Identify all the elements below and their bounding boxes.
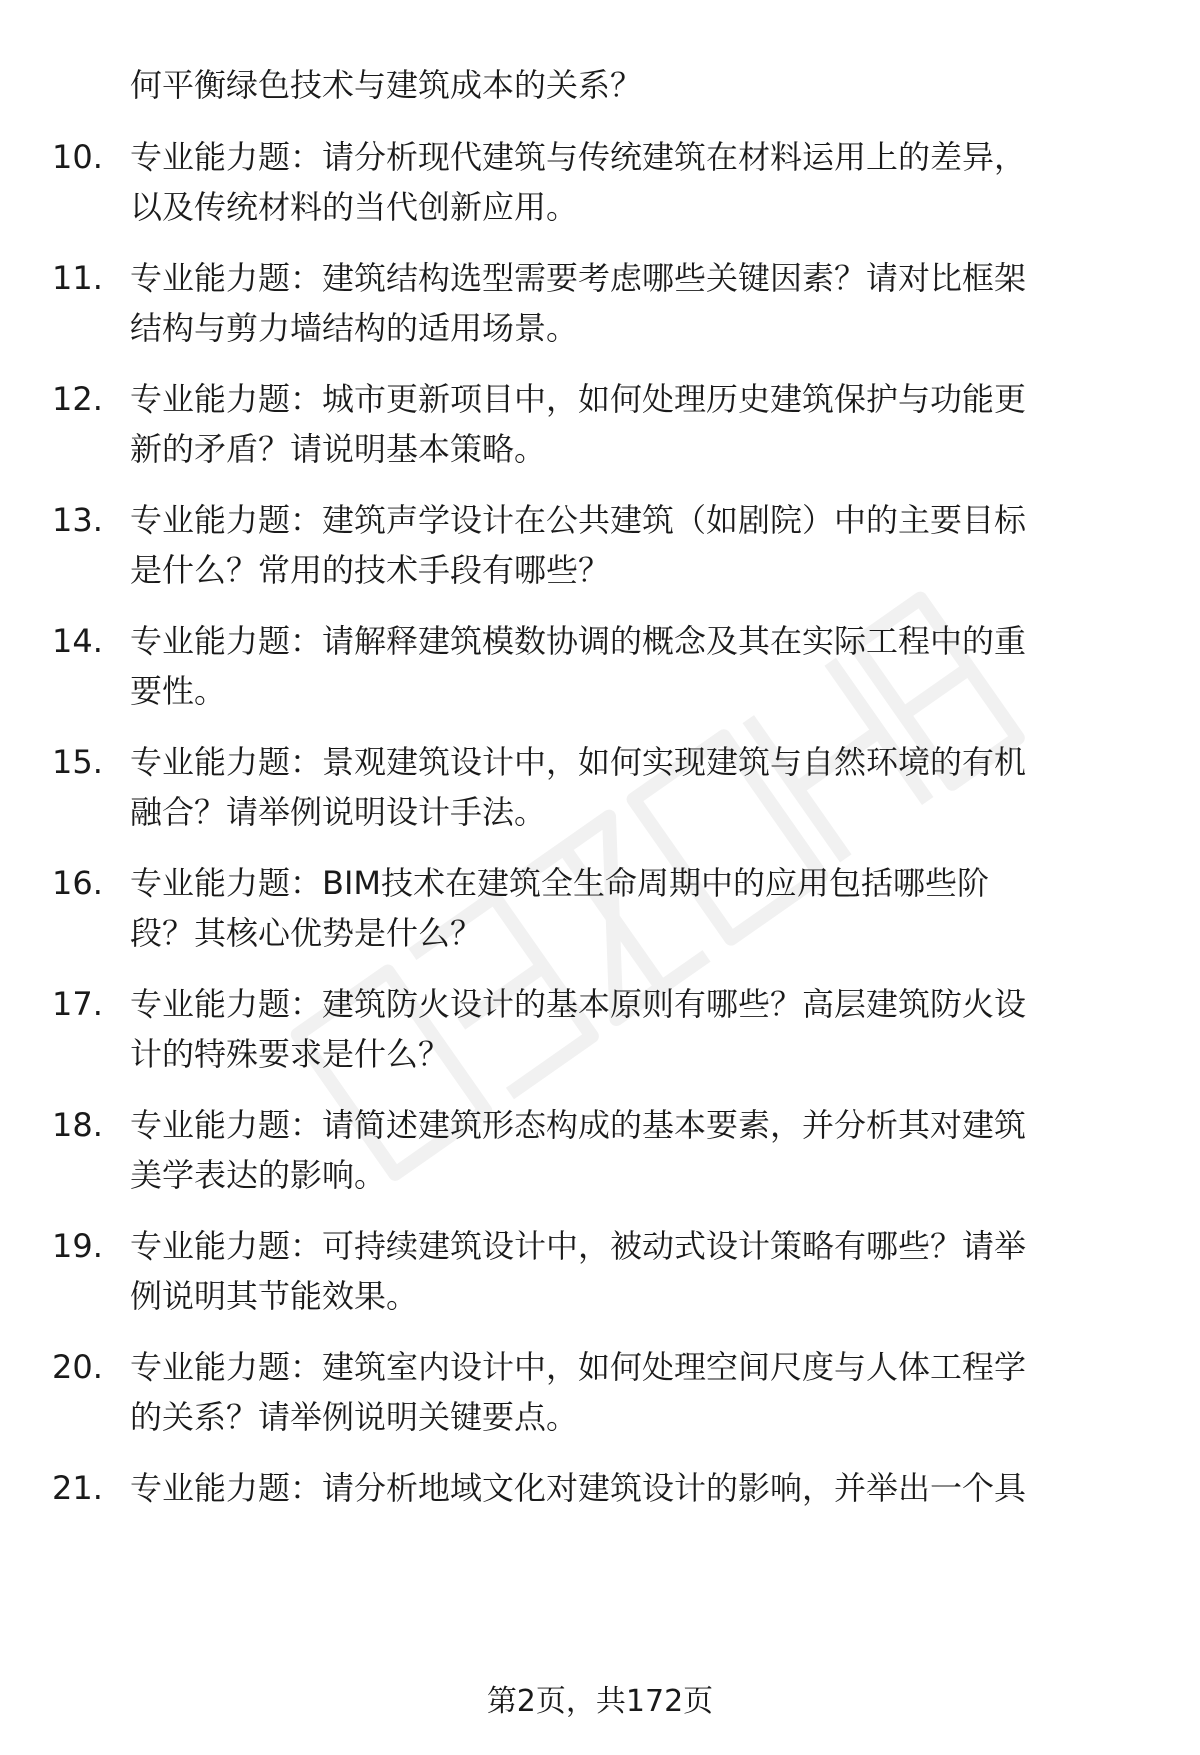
item-text: 专业能力题：建筑防火设计的基本原则有哪些？高层建筑防火设 计的特殊要求是什么？ [130,985,1027,1073]
item-text: 专业能力题：建筑室内设计中，如何处理空间尺度与人体工程学 的关系？请举例说明关键要点。 [130,1348,1027,1436]
item-text: 专业能力题：请简述建筑形态构成的基本要素，并分析其对建筑 美学表达的影响。 [130,1106,1027,1194]
item-number: 17. [52,985,103,1023]
item-text: 专业能力题：请分析现代建筑与传统建筑在材料运用上的差异， 以及传统材料的当代创新应用。 [130,138,1027,226]
item-number: 19. [52,1227,103,1265]
item-number: 20. [52,1348,103,1386]
item-text: 专业能力题：请分析地域文化对建筑设计的影响，并举出一个具 [130,1469,1027,1507]
item-number: 10. [52,138,103,176]
item-text: 专业能力题：景观建筑设计中，如何实现建筑与自然环境的有机 融合？请举例说明设计手法。 [130,743,1027,831]
item-text: 专业能力题：城市更新项目中，如何处理历史建筑保护与功能更 新的矛盾？请说明基本策略。 [130,380,1027,468]
item-number: 14. [52,622,103,660]
item-number: 18. [52,1106,103,1144]
intro-line: 何平衡绿色技术与建筑成本的关系？ [130,66,643,104]
item-number: 15. [52,743,103,781]
item-text: 专业能力题：BIM技术在建筑全生命周期中的应用包括哪些阶 段？其核心优势是什么？ [130,864,990,952]
item-text: 专业能力题：可持续建筑设计中，被动式设计策略有哪些？请举 例说明其节能效果。 [130,1227,1027,1315]
item-number: 21. [52,1469,103,1507]
item-number: 16. [52,864,103,902]
item-number: 13. [52,501,103,539]
page-footer: 第2页，共172页 [486,1684,714,1719]
item-text: 专业能力题：请解释建筑模数协调的概念及其在实际工程中的重 要性。 [130,622,1027,710]
item-number: 11. [52,259,103,297]
item-text: 专业能力题：建筑声学设计在公共建筑（如剧院）中的主要目标 是什么？常用的技术手段有哪些？ [130,501,1027,589]
item-text: 专业能力题：建筑结构选型需要考虑哪些关键因素？请对比框架 结构与剪力墙结构的适用场景。 [130,259,1027,347]
item-number: 12. [52,380,103,418]
